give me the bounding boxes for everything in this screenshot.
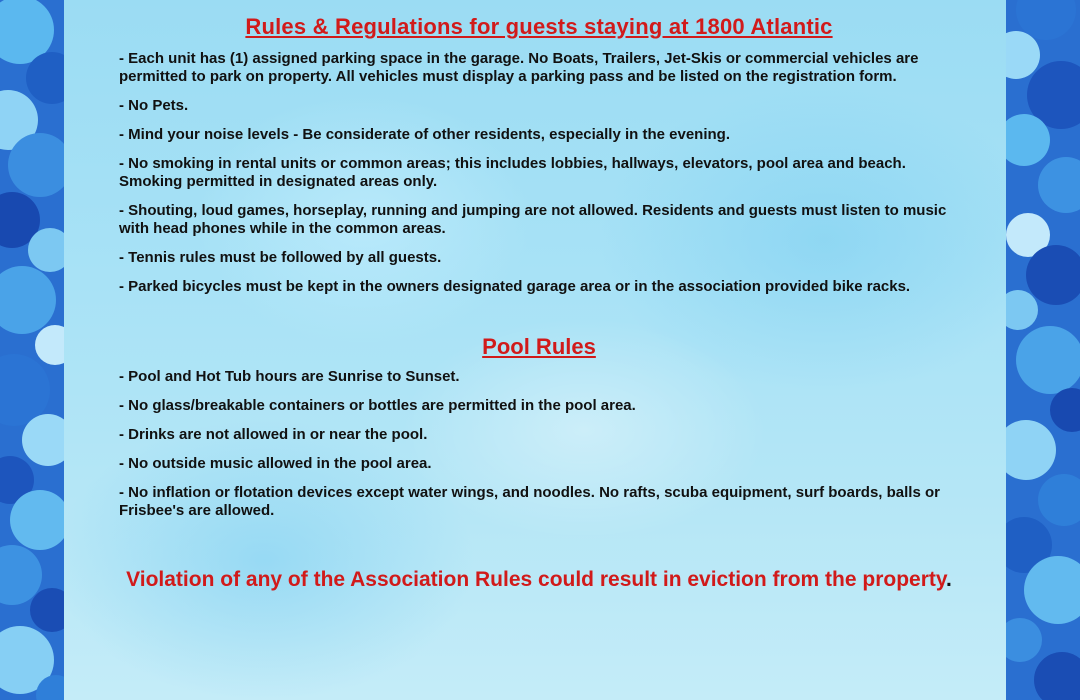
- eviction-warning: [119, 566, 959, 593]
- rules-content: [119, 14, 959, 593]
- bubble-pattern-right: [1006, 0, 1080, 700]
- rule-noise: - Mind your noise levels - Be considerate of other residents, especially in the evening.: [119, 126, 731, 143]
- rule-pets: - No Pets.: [119, 97, 189, 114]
- eviction-warning-period: .: [946, 568, 952, 591]
- rules-panel: [64, 0, 1006, 700]
- pool-rule-glass: - No glass/breakable containers or bottles are permitted in the pool area.: [119, 397, 636, 414]
- pool-rule-hours: - Pool and Hot Tub hours are Sunrise to Sunset.: [119, 368, 460, 385]
- rule-bicycles: - Parked bicycles must be kept in the owners designated garage area or in the association provided bike racks.: [119, 278, 911, 295]
- rule-parking: - Each unit has (1) assigned parking space in the garage. No Boats, Trailers, Jet-Skis or commercial vehicles are permitted to park on property. All vehicles must display a parking pass and be listed on the registration form.: [119, 50, 919, 85]
- rule-tennis: - Tennis rules must be followed by all guests.: [119, 249, 442, 266]
- eviction-warning-text: Violation of any of the Association Rules could result in eviction from the property: [126, 568, 947, 591]
- pool-rules-title: Pool Rules: [482, 334, 596, 359]
- left-bubble-border: [0, 0, 64, 700]
- right-bubble-border: [1006, 0, 1080, 700]
- pool-rule-flotation: - No inflation or flotation devices except water wings, and noodles. No rafts, scuba equipment, surf boards, balls or Frisbee's are allowed.: [119, 484, 940, 519]
- rule-shouting: - Shouting, loud games, horseplay, running and jumping are not allowed. Residents and guests must listen to music with head phones while in the common areas.: [119, 202, 947, 237]
- page-title: Rules & Regulations for guests staying at 1800 Atlantic: [245, 14, 833, 39]
- rule-smoking: - No smoking in rental units or common areas; this includes lobbies, hallways, elevators, pool area and beach. Smoking permitted in designated areas only.: [119, 155, 906, 190]
- pool-rule-drinks: - Drinks are not allowed in or near the pool.: [119, 426, 428, 443]
- bubble-pattern-left: [0, 0, 64, 700]
- pool-rule-music: - No outside music allowed in the pool area.: [119, 455, 432, 472]
- pool-rules-list: [119, 368, 959, 520]
- general-rules-list: [119, 50, 959, 296]
